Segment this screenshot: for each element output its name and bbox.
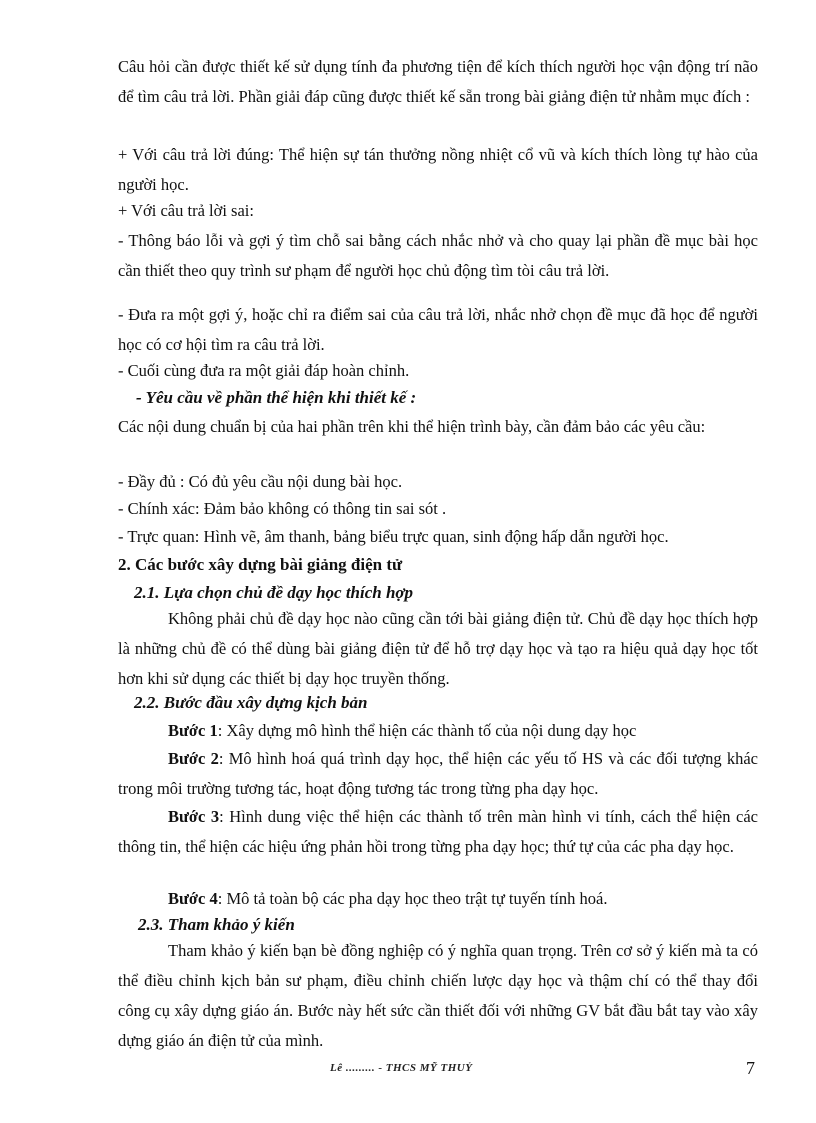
paragraph-complete: - Đầy đủ : Có đủ yêu cầu nội dung bài học. [118,472,403,491]
step-2-label: Bước 2 [168,749,219,768]
paragraph-correct-answer: + Với câu trả lời đúng: Thể hiện sự tán thưởng nồng nhiệt cổ vũ và kích thích lòng tự hào của người học. [118,145,758,194]
paragraph-consultation: Tham khảo ý kiến bạn bè đồng nghiệp có ý nghĩa quan trọng. Trên cơ sở ý kiến mà ta có thể điều chỉnh kịch bản sư phạm, điều chỉnh chiến lược dạy học và thậm chí có thể thay đổi công cụ xây dựng giáo án. Bước này hết sức cần thiết đối với những GV bắt đầu bắt tay vào xây dựng giáo án điện tử của mình. [118,941,758,1050]
paragraph-accurate: - Chính xác: Đảm bảo không có thông tin sai sót . [118,499,447,518]
step-3 [118,802,758,862]
paragraph-final-answer: - Cuối cùng đưa ra một giải đáp hoàn chỉnh. [118,361,410,380]
paragraph-error-notice: - Thông báo lỗi và gợi ý tìm chỗ sai bằng cách nhắc nhở và cho quay lại phần đề mục bài học cần thiết theo quy trình sư phạm để người học chủ động tìm tòi câu trả lời. [118,231,758,280]
step-1-text: : Xây dựng mô hình thể hiện các thành tố của nội dung dạy học [217,721,637,740]
step-2-text: : Mô hình hoá quá trình dạy học, thể hiện các yếu tố HS và các đối tượng khác trong môi trường tương tác, hoạt động tương tác trong từng pha dạy học. [118,749,758,798]
paragraph-requirements-intro: Các nội dung chuẩn bị của hai phần trên khi thể hiện trình bày, cần đảm bảo các yêu cầu: [118,417,706,436]
step-3-text: : Hình dung việc thể hiện các thành tố trên màn hình vi tính, cách thể hiện các thông tin, thể hiện các hiệu ứng phản hồi trong từng pha dạy học; thứ tự của các pha dạy học. [118,807,759,856]
paragraph-visual: - Trực quan: Hình vẽ, âm thanh, bảng biểu trực quan, sinh động hấp dẫn người học. [118,527,669,546]
step-1-label: Bước 1 [168,721,218,740]
paragraph-wrong-answer: + Với câu trả lời sai: [118,201,254,220]
heading-section-2-1: 2.1. Lựa chọn chủ đề dạy học thích hợp [134,583,414,602]
step-3-label: Bước 3 [168,807,220,826]
page-number: 7 [746,1058,755,1078]
step-4-text: : Mô tả toàn bộ các pha dạy học theo trật tự tuyến tính hoá. [217,889,608,908]
step-2 [118,744,758,804]
paragraph-suggestion: - Đưa ra một gợi ý, hoặc chỉ ra điểm sai của câu trả lời, nhắc nhở chọn đề mục đã học để người học có cơ hội tìm ra câu trả lời. [118,305,758,354]
step-4-label: Bước 4 [168,889,218,908]
heading-requirements: - Yêu cầu về phần thể hiện khi thiết kế : [136,388,417,407]
heading-section-2-2: 2.2. Bước đầu xây dựng kịch bản [134,693,368,712]
footer-author: Lê ......... - THCS MỸ THUỶ [330,1062,473,1074]
paragraph-intro: Câu hỏi cần được thiết kế sử dụng tính đa phương tiện để kích thích người học vận động trí não để tìm câu trả lời. Phần giải đáp cũng được thiết kế sẵn trong bài giảng điện tử nhằm mục đích : [118,57,758,106]
step-1 [168,716,758,746]
heading-section-2-3: 2.3. Tham khảo ý kiến [138,915,295,934]
heading-section-2: 2. Các bước xây dựng bài giảng điện tử [118,555,403,574]
paragraph-topic-choice: Không phải chủ đề dạy học nào cũng cần tới bài giảng điện tử. Chủ đề dạy học thích hợp là những chủ đề có thể dùng bài giảng điện tử để hỗ trợ dạy học và tạo ra hiệu quả dạy học tốt hơn khi sử dụng các thiết bị dạy học truyền thống. [118,609,758,688]
